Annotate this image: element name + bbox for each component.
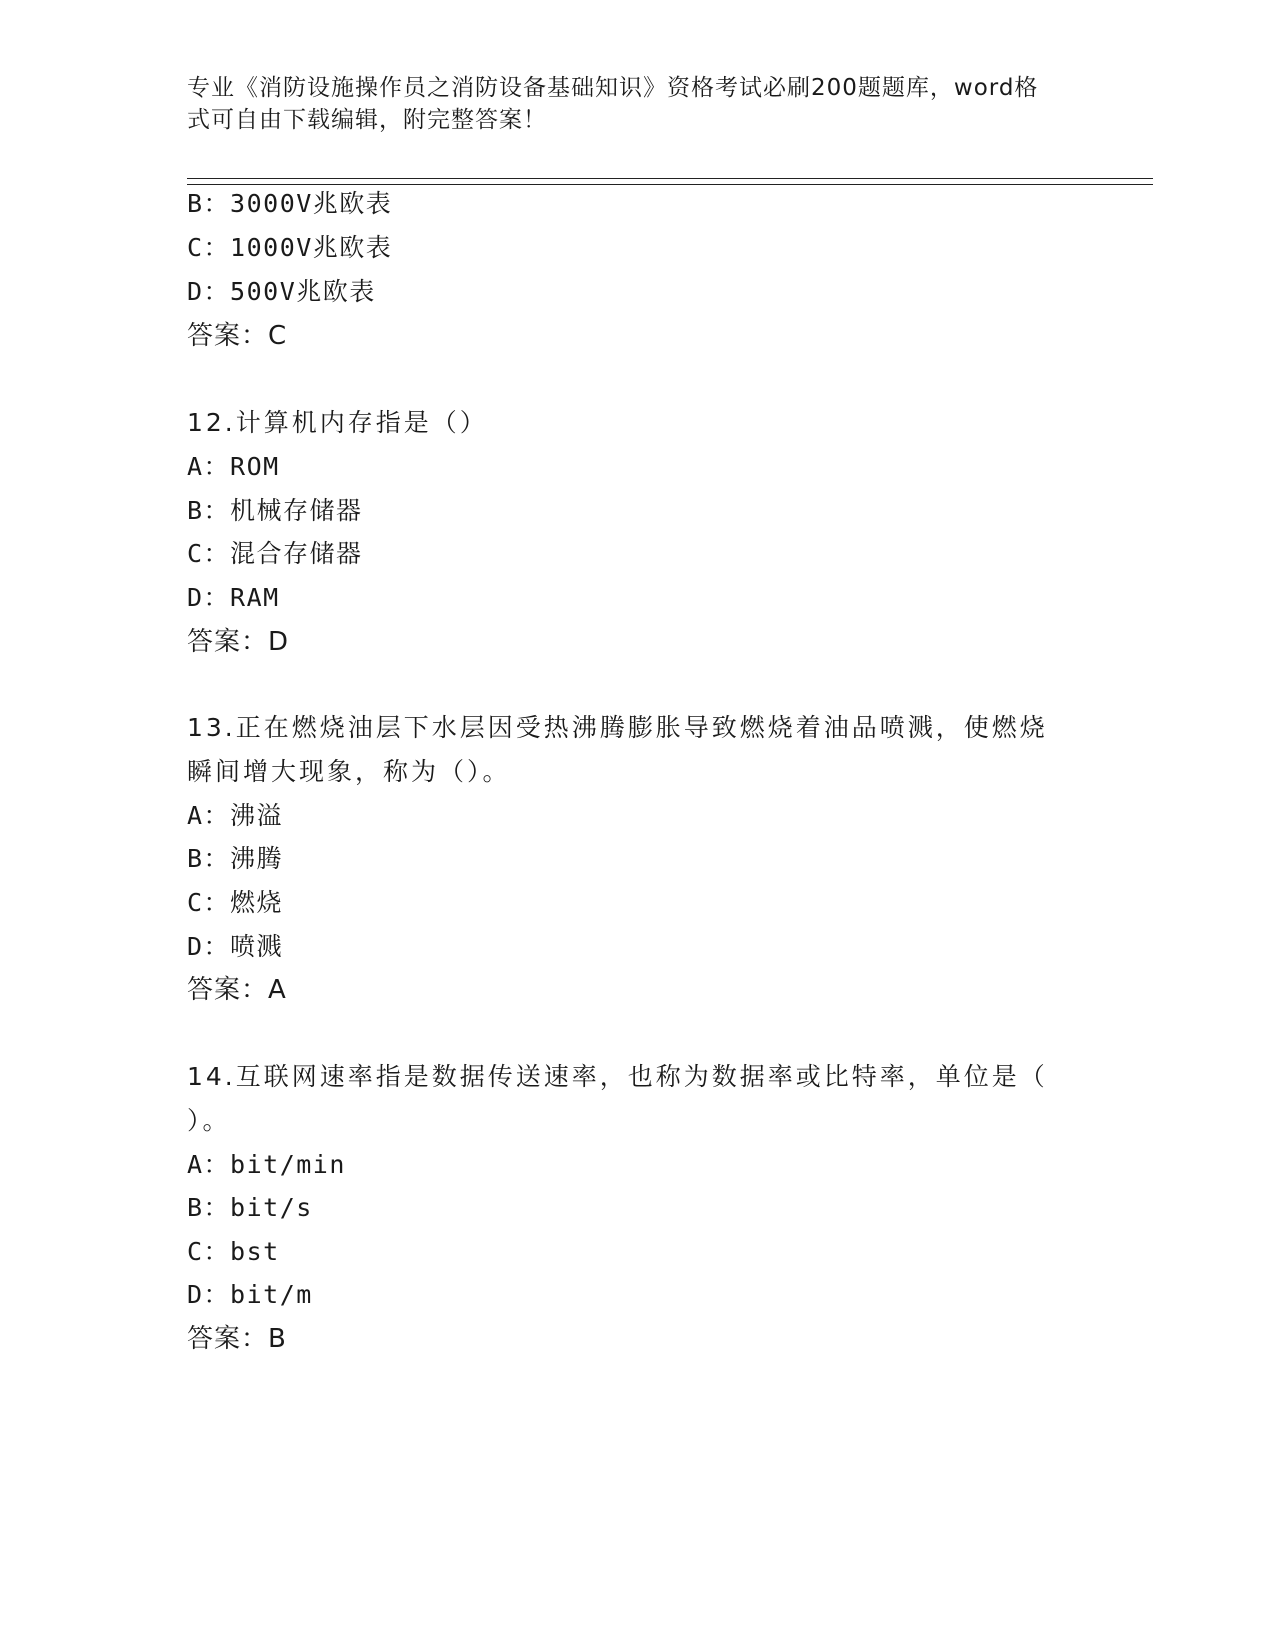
header-divider-top [187, 178, 1153, 179]
question-14-answer: 答案：B [187, 1324, 287, 1354]
prev-option-c: C：1000V兆欧表 [187, 233, 393, 262]
header-line-1: 专业《消防设施操作员之消防设备基础知识》资格考试必刷200题题库，word格 [187, 75, 1039, 101]
header-line-2: 式可自由下载编辑，附完整答案！ [187, 107, 547, 133]
question-13-stem-line-2: 瞬间增大现象，称为（）。 [187, 757, 511, 786]
question-14-option-b: B：bit/s [187, 1193, 313, 1222]
question-13-option-b: B：沸腾 [187, 844, 284, 873]
question-14-option-d: D：bit/m [187, 1280, 313, 1309]
question-13-option-d: D：喷溅 [187, 932, 284, 961]
prev-answer: 答案：C [187, 321, 288, 351]
question-12-option-b: B：机械存储器 [187, 496, 363, 525]
question-13-option-a: A：沸溢 [187, 801, 284, 830]
prev-option-b: B：3000V兆欧表 [187, 189, 393, 218]
question-13-option-c: C：燃烧 [187, 888, 284, 917]
question-12-option-c: C：混合存储器 [187, 539, 363, 568]
question-14-option-a: A：bit/min [187, 1150, 346, 1179]
question-14-option-c: C：bst [187, 1237, 280, 1266]
question-12-option-a: A：ROM [187, 452, 280, 481]
question-14-stem-line-2: ）。 [187, 1106, 231, 1135]
header-divider-bottom [187, 184, 1153, 185]
question-12-answer: 答案：D [187, 627, 290, 657]
question-13-answer: 答案：A [187, 975, 287, 1005]
question-12-stem: 12.计算机内存指是（） [187, 408, 488, 437]
question-13-stem-line-1: 13.正在燃烧油层下水层因受热沸腾膨胀导致燃烧着油品喷溅，使燃烧 [187, 713, 1048, 742]
question-12-option-d: D：RAM [187, 583, 280, 612]
prev-option-d: D：500V兆欧表 [187, 277, 376, 306]
question-14-stem-line-1: 14.互联网速率指是数据传送速率，也称为数据率或比特率，单位是（ [187, 1062, 1048, 1091]
document-header [187, 72, 1067, 136]
